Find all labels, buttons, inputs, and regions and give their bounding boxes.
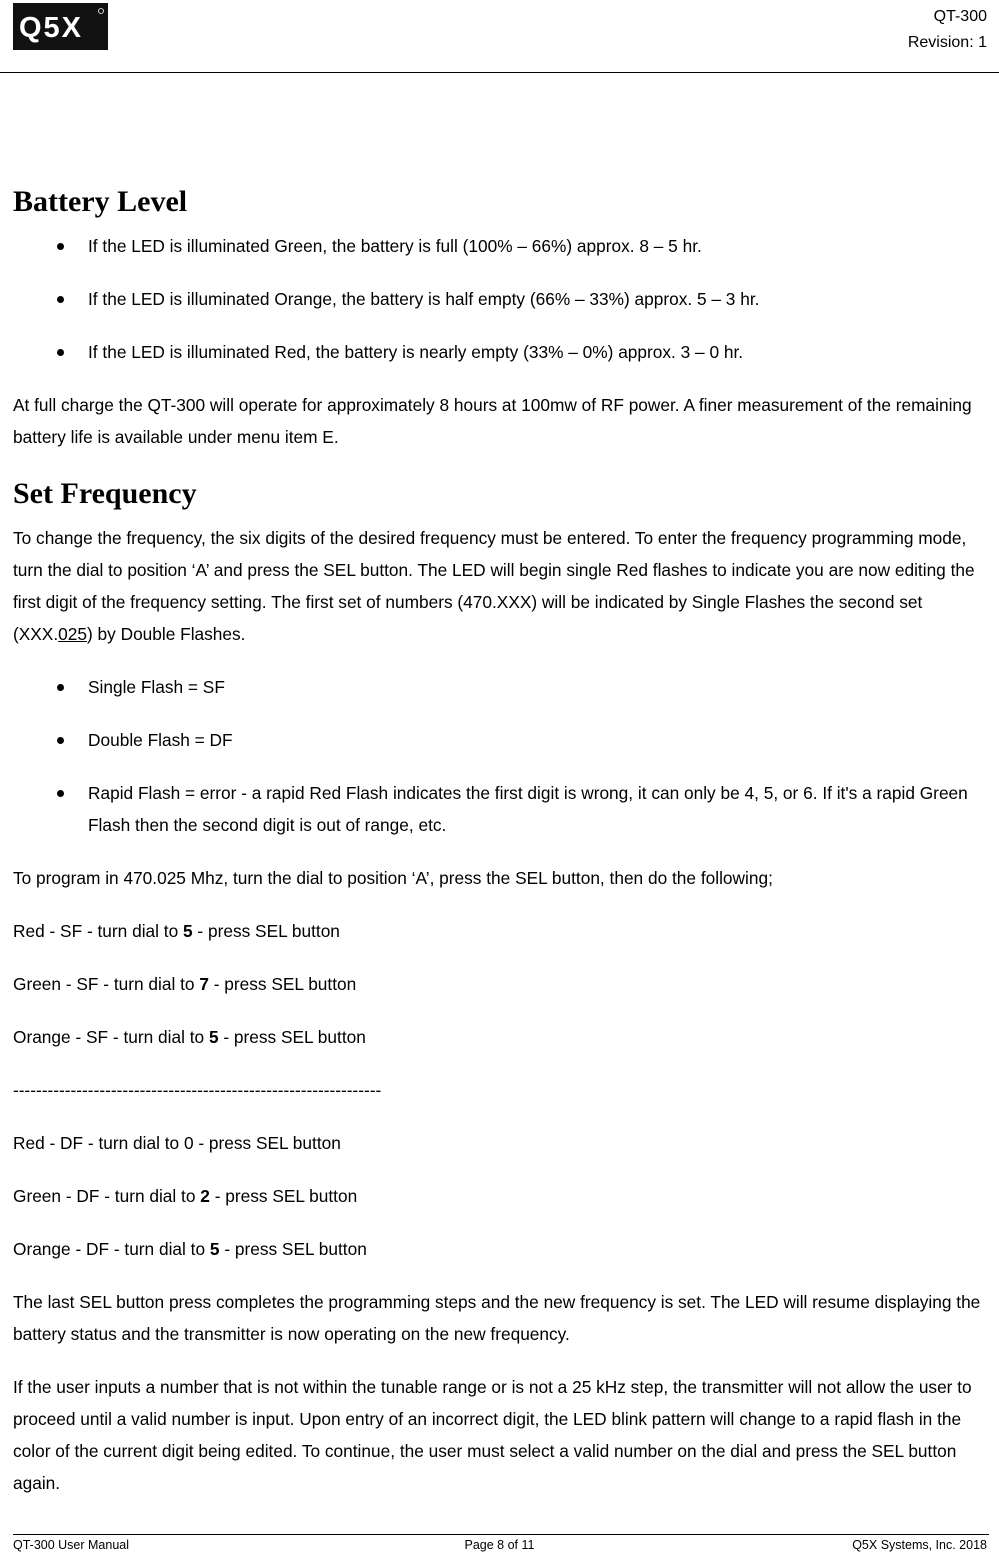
footer-divider (13, 1534, 989, 1535)
page-body (13, 182, 989, 1520)
logo-text: Q5X (19, 12, 84, 44)
battery-level-list (13, 230, 989, 368)
document-id-block (908, 4, 987, 56)
set-frequency-heading: Set Frequency (13, 477, 197, 510)
dashed-separator: ---------------------------------------------------------------- (13, 1080, 382, 1100)
step-orange-sf: Orange - SF - turn dial to 5 - press SEL button (13, 1027, 366, 1047)
step-green-df: Green - DF - turn dial to 2 - press SEL button (13, 1186, 358, 1206)
list-item: If the LED is illuminated Orange, the battery is half empty (66% – 33%) approx. 5 – 3 hr. (13, 283, 989, 315)
flash-legend-list (13, 671, 989, 841)
footer-page-number: Page 8 of 11 (464, 1538, 535, 1552)
q5x-logo (13, 3, 108, 50)
footer-manual-title: QT-300 User Manual (13, 1538, 130, 1552)
registered-mark-icon (99, 9, 104, 14)
frequency-intro: To change the frequency, the six digits of the desired frequency must be entered. To enter the frequency programming mode, turn the dial to position ‘A’ and press the SEL button. The LED will begin single Red flashes to indicate you are now editing the first digit of the frequency setting. The first set of numbers (470.XXX) will be indicated by Single Flashes the second set (XXX.025) by Double Flashes. (13, 528, 975, 644)
battery-note: At full charge the QT-300 will operate for approximately 8 hours at 100mw of RF power. A finer measurement of the remaining battery life is available under menu item E. (13, 395, 972, 447)
header-divider (0, 72, 999, 73)
step-red-df: Red - DF - turn dial to 0 - press SEL button (13, 1133, 341, 1153)
list-item: Rapid Flash = error - a rapid Red Flash indicates the first digit is wrong, it can only be 4, 5, or 6. If it's a rapid Green Flash then the second digit is out of range, etc. (13, 777, 989, 841)
program-intro: To program in 470.025 Mhz, turn the dial to position ‘A’, press the SEL button, then do the following; (13, 868, 773, 888)
list-item: Double Flash = DF (13, 724, 989, 756)
battery-level-heading: Battery Level (13, 185, 188, 218)
step-orange-df: Orange - DF - turn dial to 5 - press SEL button (13, 1239, 367, 1259)
closing-paragraph-2: If the user inputs a number that is not within the tunable range or is not a 25 kHz step, the transmitter will not allow the user to proceed until a valid number is input. Upon entry of an incorrect digit, the LED blink pattern will change to a rapid flash in the color of the current digit being edited. To continue, the user must select a valid number on the dial and press the SEL button again. (13, 1377, 972, 1493)
document-number: QT-300 (933, 8, 987, 25)
step-green-sf: Green - SF - turn dial to 7 - press SEL button (13, 974, 357, 994)
list-item: If the LED is illuminated Red, the battery is nearly empty (33% – 0%) approx. 3 – 0 hr. (13, 336, 989, 368)
underlined-digits: 025 (58, 624, 87, 644)
closing-paragraph-1: The last SEL button press completes the programming steps and the new frequency is set. The LED will resume displaying the battery status and the transmitter is now operating on the new frequency. (13, 1292, 981, 1344)
footer-copyright: Q5X Systems, Inc. 2018 (852, 1538, 987, 1552)
revision-label: Revision: 1 (907, 34, 987, 51)
list-item: If the LED is illuminated Green, the battery is full (100% – 66%) approx. 8 – 5 hr. (13, 230, 989, 262)
logo-mark (13, 3, 108, 50)
step-red-sf: Red - SF - turn dial to 5 - press SEL button (13, 921, 340, 941)
list-item: Single Flash = SF (13, 671, 989, 703)
